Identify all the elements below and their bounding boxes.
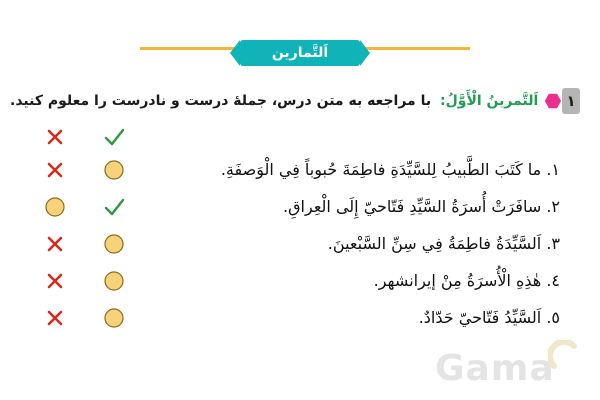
section-title: اَلتَّمارين bbox=[271, 45, 329, 61]
sentence-text: ٤. هٰذِهِ الْأُسرَةُ مِنْ إيرانشهر. bbox=[373, 271, 560, 290]
answer-circle[interactable] bbox=[103, 307, 125, 329]
check-icon bbox=[103, 126, 125, 148]
answer-circle[interactable] bbox=[103, 233, 125, 255]
watermark-text: Gama bbox=[435, 348, 555, 389]
watermark-arc-icon bbox=[548, 340, 580, 372]
sentence-row bbox=[0, 301, 600, 335]
exercise-number: ١ bbox=[562, 88, 580, 114]
sentence-row bbox=[0, 190, 600, 224]
pink-hexagon-icon bbox=[544, 90, 562, 112]
cross-icon bbox=[44, 307, 66, 329]
answer-column-headers bbox=[0, 126, 600, 152]
exercise-instruction-text: با مراجعه به متن درس، جملهٔ درست و نادرست را معلوم کنید. bbox=[10, 93, 432, 109]
sentence-row bbox=[0, 153, 600, 187]
exercise-instruction bbox=[10, 86, 580, 116]
sentence-text: ٣. اَلسَّيِّدَةُ فاطِمَةُ فِي سِنِّ السَّبْعينَ. bbox=[327, 234, 560, 253]
cross-icon bbox=[44, 126, 66, 148]
sentence-text: ٢. سافَرَتْ أُسرَةُ السَّيِّدِ فَتّاحيّ إِلَى الْعِراقِ. bbox=[283, 197, 560, 216]
cross-icon bbox=[44, 159, 66, 181]
answer-circle[interactable] bbox=[44, 196, 66, 218]
section-banner bbox=[240, 40, 360, 66]
cross-icon bbox=[44, 270, 66, 292]
cross-icon bbox=[44, 233, 66, 255]
answer-circle[interactable] bbox=[103, 159, 125, 181]
sentence-text: ١. ما كَتَبَ الطَّبيبُ لِلسَّيِّدَةِ فاطِمَةَ حُبوباً فِي الْوَصفَةِ. bbox=[220, 160, 560, 179]
exercise-title: اَلتَّمرينُ الْأَوَّلُ: bbox=[440, 93, 539, 109]
check-icon bbox=[103, 196, 125, 218]
answer-circle[interactable] bbox=[103, 270, 125, 292]
sentence-text: ٥. اَلسَّيِّدُ فَتّاحيّ حَدّادٌ. bbox=[418, 308, 560, 327]
sentence-row bbox=[0, 264, 600, 298]
sentence-row bbox=[0, 227, 600, 261]
